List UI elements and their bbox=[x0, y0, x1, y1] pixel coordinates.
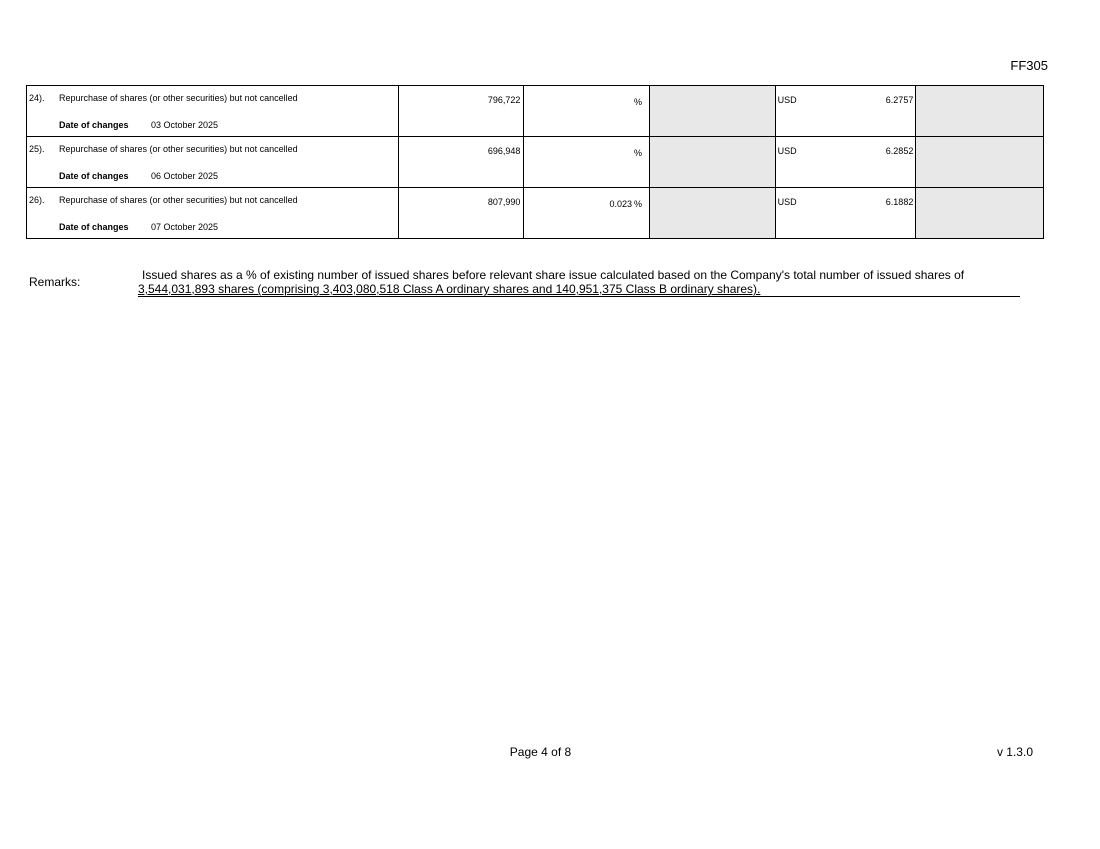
shares-value: 807,990 bbox=[487, 197, 521, 207]
row-number: 25). bbox=[29, 144, 45, 154]
date-of-changes-label: Date of changes bbox=[59, 171, 129, 181]
currency-code: USD bbox=[777, 197, 797, 207]
percent-cell bbox=[524, 188, 650, 239]
table-row bbox=[27, 137, 1044, 188]
remarks-line-2: 3,544,031,893 shares (comprising 3,403,080,518 Class A ordinary shares and 140,951,375 Class B ordinary shares). bbox=[138, 282, 761, 296]
shaded-cell bbox=[916, 137, 1044, 188]
event-description: Repurchase of shares (or other securities) but not cancelled bbox=[59, 93, 298, 103]
event-cell bbox=[27, 188, 399, 239]
price-cell bbox=[775, 137, 916, 188]
shaded-cell bbox=[916, 188, 1044, 239]
share-changes-table bbox=[26, 85, 1044, 239]
date-of-changes-value: 06 October 2025 bbox=[151, 171, 219, 181]
event-description: Repurchase of shares (or other securities) but not cancelled bbox=[59, 195, 298, 205]
remarks-line-1: Issued shares as a % of existing number of issued shares before relevant share issue calculated based on the Company's total number of issued shares of bbox=[142, 268, 965, 282]
row-number: 26). bbox=[29, 195, 45, 205]
shares-cell bbox=[398, 86, 524, 137]
currency-code: USD bbox=[777, 146, 797, 156]
shares-value: 796,722 bbox=[487, 95, 521, 105]
event-cell bbox=[27, 86, 399, 137]
shaded-cell bbox=[650, 86, 776, 137]
event-cell bbox=[27, 137, 399, 188]
percent-sign: % bbox=[634, 97, 643, 107]
date-of-changes-value: 07 October 2025 bbox=[151, 222, 219, 232]
price-value: 6.1882 bbox=[885, 197, 914, 207]
row-number: 24). bbox=[29, 93, 45, 103]
currency-code: USD bbox=[777, 95, 797, 105]
price-value: 6.2852 bbox=[885, 146, 914, 156]
percent-sign: % bbox=[634, 199, 643, 209]
percent-cell bbox=[524, 86, 650, 137]
shares-cell bbox=[398, 137, 524, 188]
event-description: Repurchase of shares (or other securities) but not cancelled bbox=[59, 144, 298, 154]
version-label: v 1.3.0 bbox=[996, 745, 1033, 759]
form-code: FF305 bbox=[1010, 58, 1048, 73]
shares-value: 696,948 bbox=[487, 146, 521, 156]
price-value: 6.2757 bbox=[885, 95, 914, 105]
table-row bbox=[27, 86, 1044, 137]
table-row bbox=[27, 188, 1044, 239]
date-of-changes-label: Date of changes bbox=[59, 222, 129, 232]
percent-value: 0.023 bbox=[609, 199, 633, 209]
shaded-cell bbox=[916, 86, 1044, 137]
page-number: Page 4 of 8 bbox=[509, 745, 572, 759]
remarks-label: Remarks: bbox=[29, 275, 81, 289]
remarks-text bbox=[138, 268, 1020, 297]
shaded-cell bbox=[650, 188, 776, 239]
shaded-cell bbox=[650, 137, 776, 188]
percent-sign: % bbox=[634, 148, 643, 158]
shares-cell bbox=[398, 188, 524, 239]
price-cell bbox=[775, 188, 916, 239]
price-cell bbox=[775, 86, 916, 137]
date-of-changes-label: Date of changes bbox=[59, 120, 129, 130]
date-of-changes-value: 03 October 2025 bbox=[151, 120, 219, 130]
percent-cell bbox=[524, 137, 650, 188]
